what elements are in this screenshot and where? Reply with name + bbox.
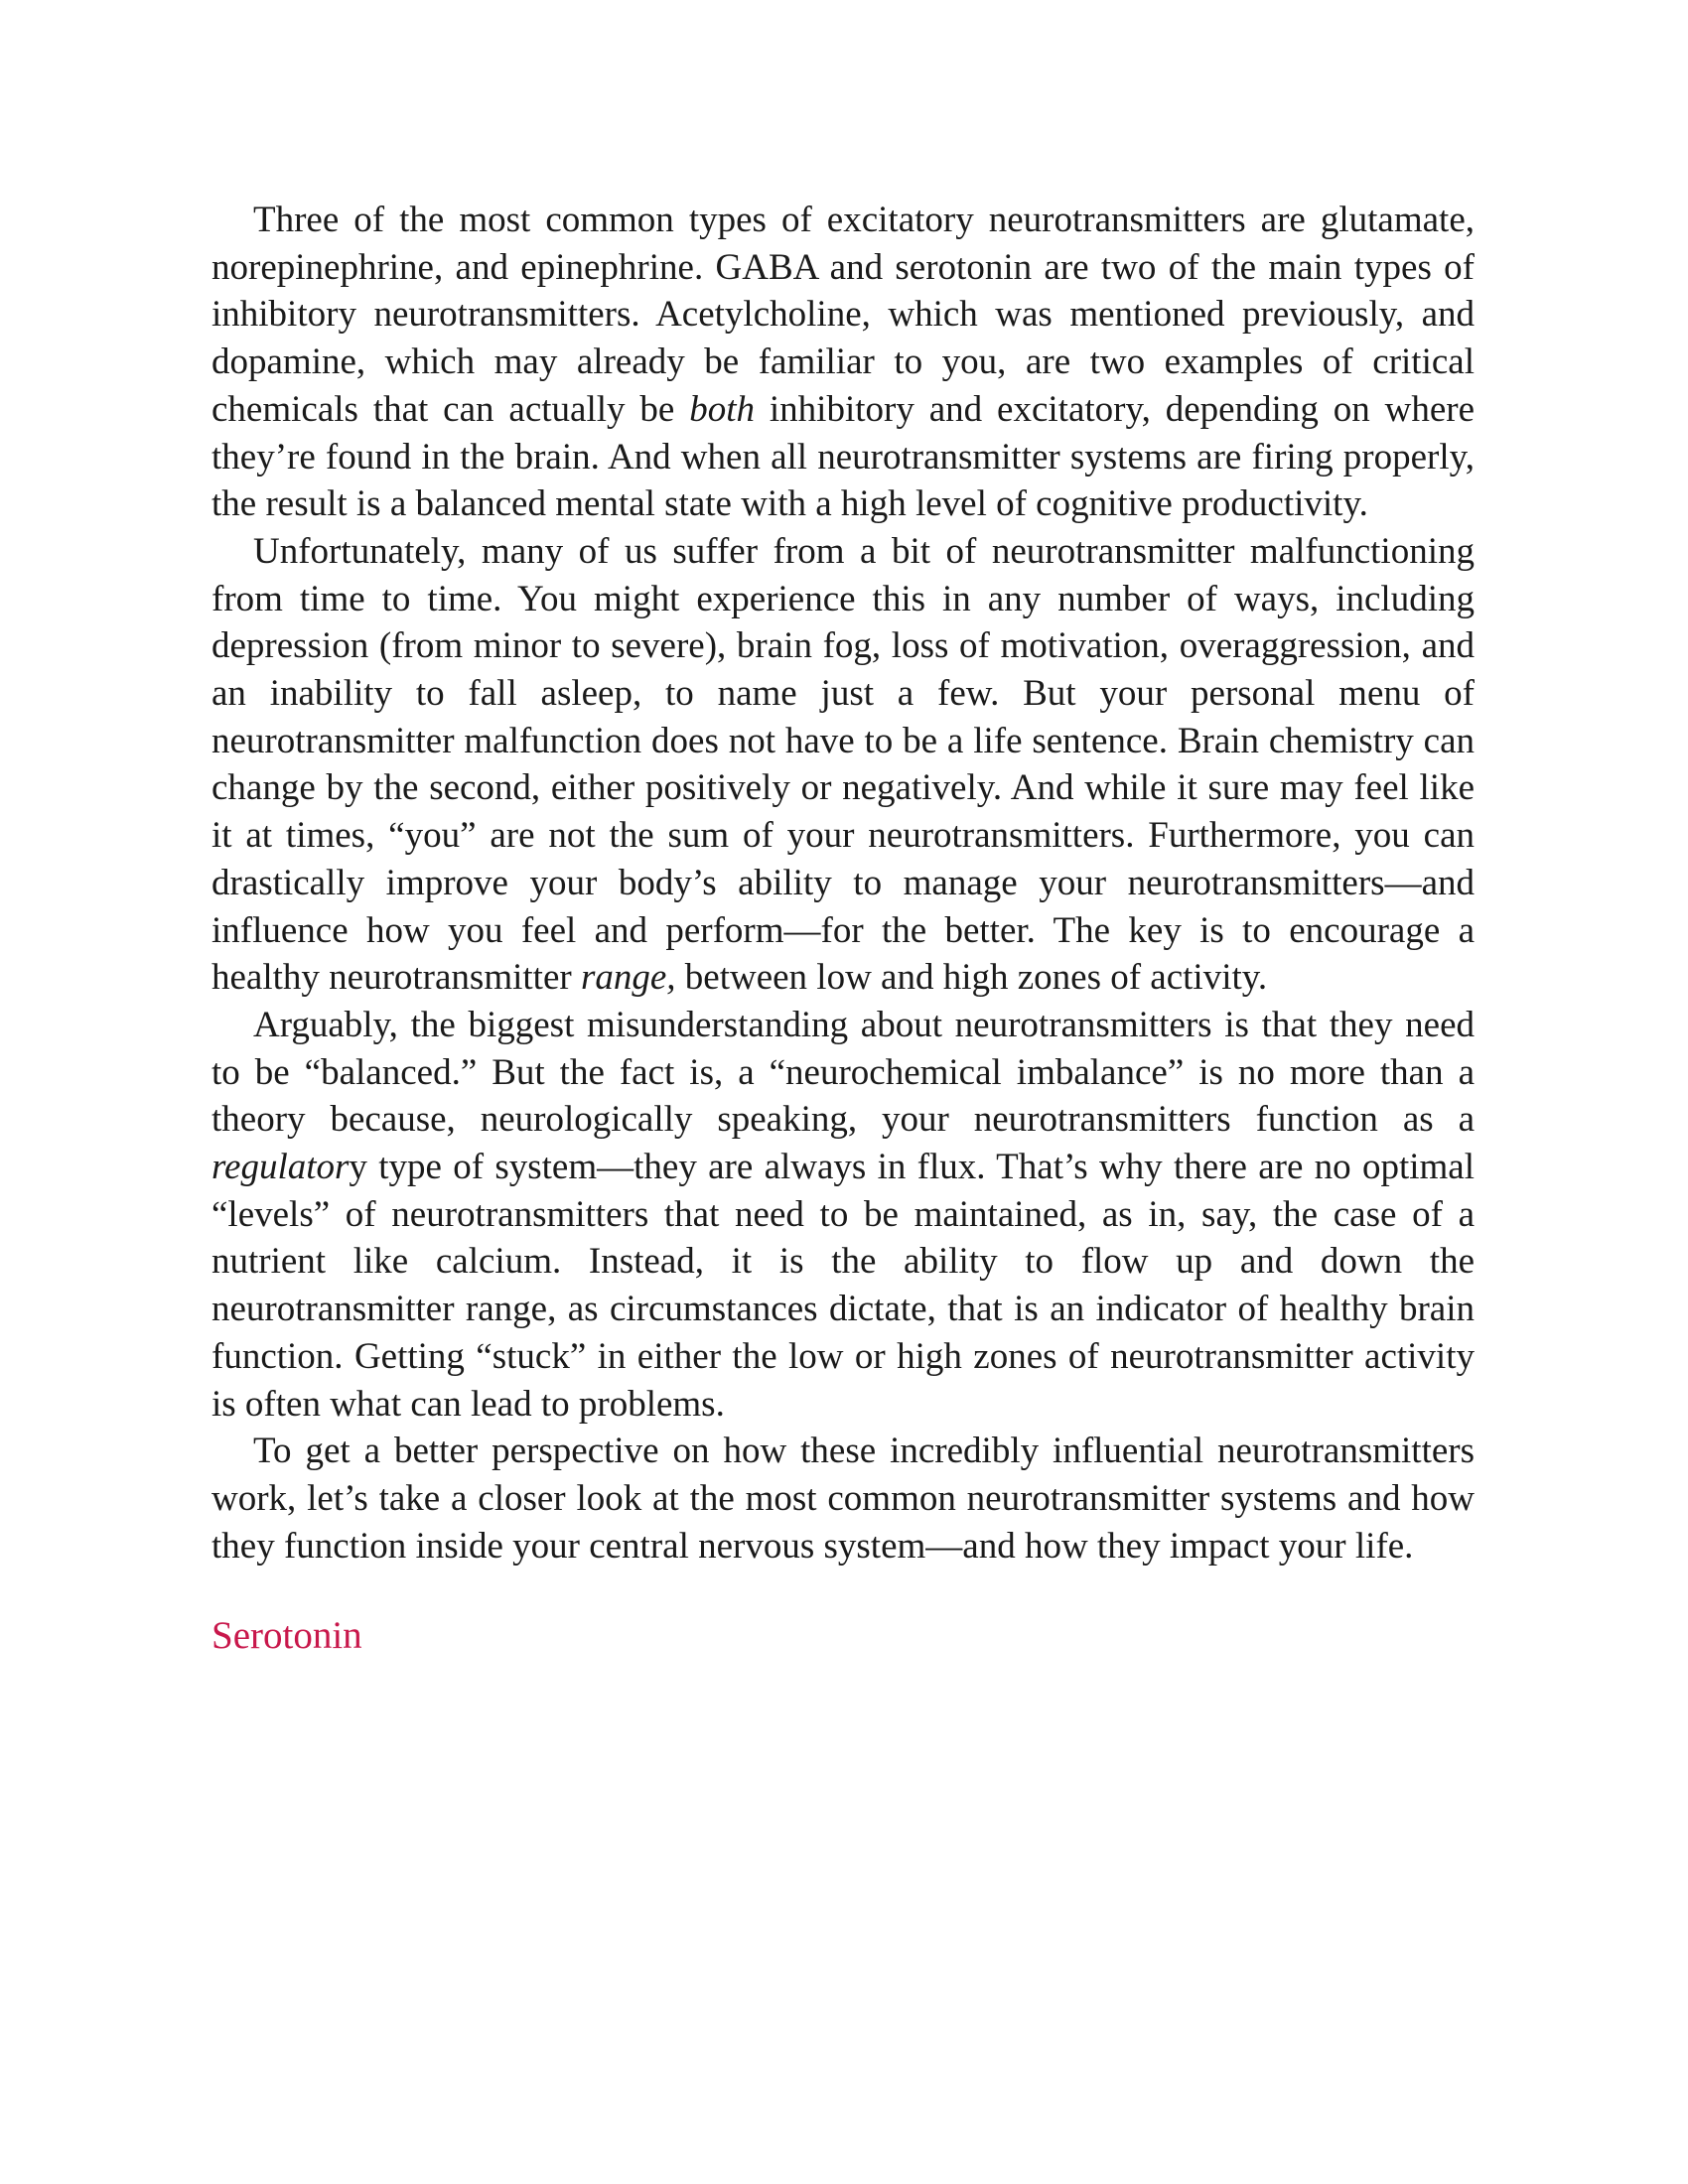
text-run: Arguably, the biggest misunderstanding about neurotransmitters is that they need to be “balanced.” But the fact is, a “neurochemical imbalance” is no more than a theory because, neurologically speaking, your neurotransmitters function as a [211,1004,1475,1141]
text-run: To get a better perspective on how these incredibly influential neurotransmitters work, let’s take a closer look at the most common neurotransmitter systems and how they function inside your central nervous system—and how they impact your life. [211,1431,1475,1567]
paragraph-3 [211,1002,1475,1428]
text-run: between low and high zones of activity. [675,957,1268,999]
text-run: inhibitory and excitatory, depending on where they’re found in the brain. And when all neurotransmitter systems are firing properly, the result is a balanced mental state with a high level of cognitive productivity. [211,388,1475,525]
book-page [211,197,1475,1693]
text-run: Unfortunately, many of us suffer from a bit of neurotransmitter malfunctioning from time to time. You might experience this in any number of ways, including depression (from minor to severe), brain fog, loss of motivation, overaggression, and an inability to fall asleep, to name just a few. But your personal menu of neurotransmitter malfunction does not have to be a life sentence. Brain chemistry can change by the second, either positively or negatively. And while it sure may feel like it at times, “you” are not the sum of your neurotransmitters. Furthermore, you can drastically improve your body’s ability to manage your neurotransmitters—and influence how you feel and perform—for the better. The key is to encourage a healthy neurotransmitter [211,530,1475,999]
section-heading: Serotonin [211,1614,362,1658]
italic-text-run: both [689,388,756,430]
paragraph-4 [211,1428,1475,1570]
italic-text-run: range, [580,957,676,999]
paragraph-1 [211,197,1475,528]
text-run: Three of the most common types of excitatory neurotransmitters are glutamate, norepinephrine, and epinephrine. GABA and serotonin are two of the main types of inhibitory neurotransmitters. Acetylcholine, which was mentioned previously, and dopamine, which may already be familiar to you, are two examples of critical chemicals that can actually be [211,200,1475,430]
paragraph-2 [211,528,1475,1002]
italic-text-run: regulator [211,1147,350,1188]
body-text [211,197,1475,1570]
text-run: y type of system—they are always in flux. That’s why there are no optimal “levels” of neurotransmitters that need to be maintained, as in, say, the case of a nutrient like calcium. Instead, it is the ability to flow up and down the neurotransmitter range, as circumstances dictate, that is an indicator of healthy brain function. Getting “stuck” in either the low or high zones of neurotransmitter activity is often what can lead to problems. [211,1147,1475,1425]
